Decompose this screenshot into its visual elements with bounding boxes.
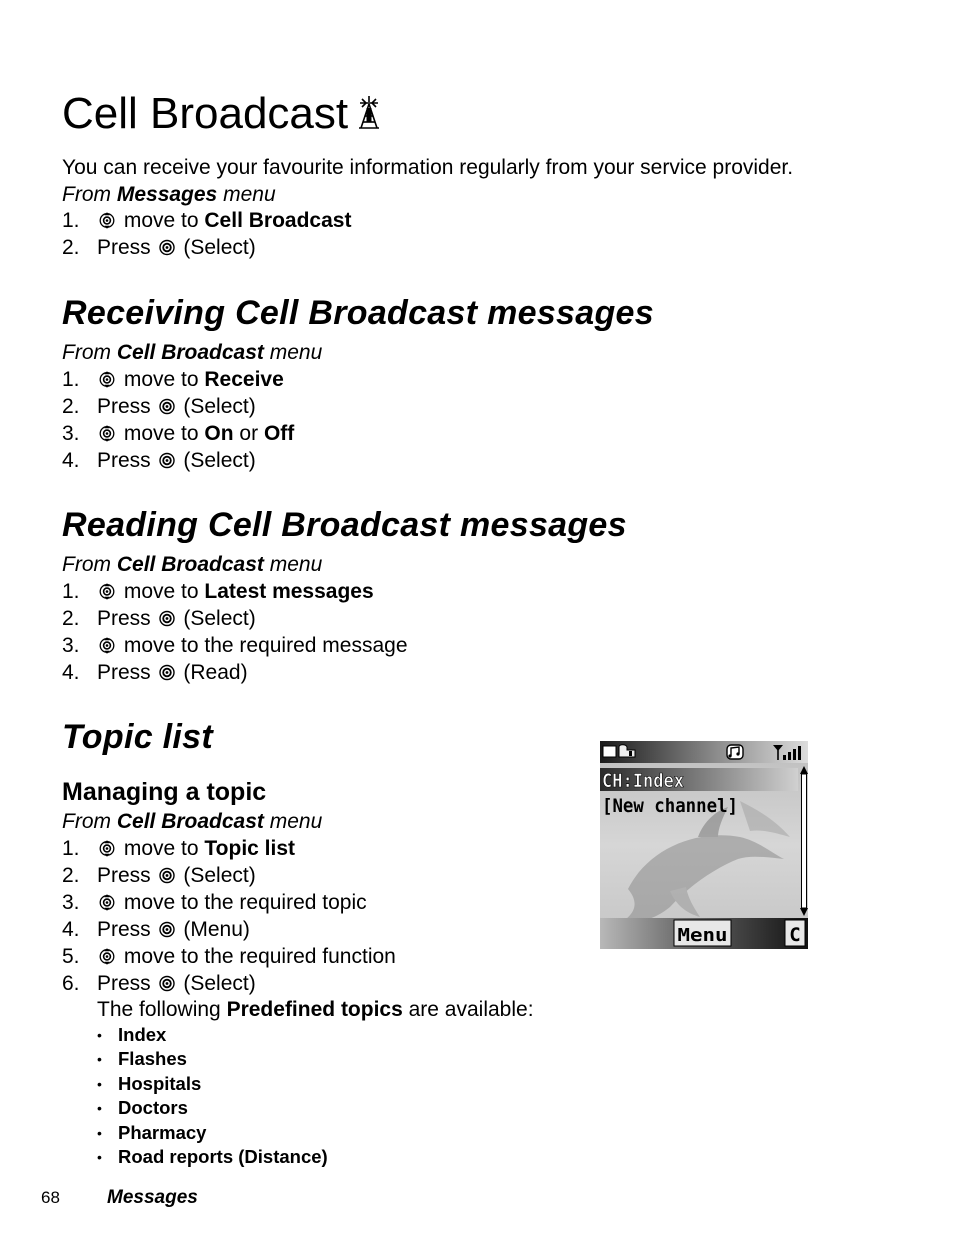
receiving-steps [62, 366, 294, 474]
topic-list-heading: Topic list [62, 718, 213, 756]
scrollbar[interactable] [800, 766, 808, 916]
select-key-icon [159, 239, 175, 256]
topic-item: • Flashes [97, 1048, 187, 1070]
menu-softkey-label: Menu [677, 925, 728, 946]
clear-softkey[interactable] [785, 920, 805, 946]
intro-steps [62, 207, 351, 261]
step-item: 1. move to Latest messages [62, 580, 374, 603]
step-item: 2. Press (Select) [62, 236, 256, 259]
bullet-icon: • [97, 1148, 102, 1165]
clear-softkey-label: C [789, 924, 801, 946]
bullet-icon: • [97, 1075, 102, 1092]
nav-key-icon [99, 583, 115, 600]
step-item: 2. Press (Select) [62, 607, 256, 630]
topic-item: • Hospitals [97, 1072, 202, 1094]
select-key-icon [159, 867, 175, 884]
menu-softkey[interactable] [674, 920, 731, 946]
select-key-icon [159, 610, 175, 627]
page-number: 68 [41, 1188, 60, 1207]
from-cell-broadcast-menu: From Cell Broadcast menu [62, 341, 323, 364]
select-key-icon [159, 398, 175, 415]
antenna-icon [356, 88, 382, 144]
from-cell-broadcast-menu: From Cell Broadcast menu [62, 553, 323, 576]
step-item: 4. Press (Read) [62, 661, 248, 684]
page-title-text: Cell Broadcast [62, 89, 349, 138]
topic-list-steps [62, 835, 396, 997]
topic-item: • Index [97, 1024, 167, 1045]
step-item: 1. move to Cell Broadcast [62, 209, 352, 232]
from-cell-broadcast-menu: From Cell Broadcast menu [62, 810, 323, 833]
reading-steps [62, 578, 408, 686]
step-item: 4. Press (Menu) [62, 918, 250, 941]
footer-section-label: Messages [107, 1187, 198, 1208]
nav-key-icon [99, 425, 115, 442]
predefined-topics-intro: The following Predefined topics are available: [97, 998, 534, 1021]
music-icon [727, 745, 743, 759]
step-item: 3. move to the required message [62, 634, 408, 657]
phone-screen-screenshot [600, 741, 808, 949]
step-item: 2. Press (Select) [62, 864, 256, 887]
nav-key-icon [99, 894, 115, 911]
bullet-icon: • [97, 1051, 102, 1068]
nav-key-icon [99, 948, 115, 965]
nav-key-icon [99, 840, 115, 857]
step-item: 1. move to Receive [62, 368, 284, 391]
predefined-topics-list [97, 1023, 328, 1169]
intro-text: You can receive your favourite information regularly from your service provider. [62, 156, 794, 179]
bullet-icon: • [97, 1100, 102, 1117]
bullet-icon: • [97, 1027, 102, 1043]
topic-item: • Doctors [97, 1097, 188, 1119]
step-item: 3. move to the required topic [62, 891, 367, 914]
page-title [62, 86, 382, 144]
select-key-icon [159, 452, 175, 469]
bullet-icon: • [97, 1124, 102, 1141]
select-key-icon [159, 975, 175, 992]
nav-key-icon [99, 637, 115, 654]
topic-item: • Road reports (Distance) [97, 1145, 328, 1167]
step-item: 6. Press (Select) [62, 972, 256, 995]
new-channel-item[interactable]: [New channel] [602, 795, 738, 817]
managing-topic-heading: Managing a topic [62, 778, 267, 806]
step-item: 3. move to On or Off [62, 422, 295, 445]
nav-key-icon [99, 371, 115, 388]
step-item: 4. Press (Select) [62, 449, 256, 472]
topic-item: • Pharmacy [97, 1121, 207, 1143]
nav-key-icon [99, 212, 115, 229]
screen-title: CH:Index [602, 770, 684, 792]
step-item: 2. Press (Select) [62, 395, 256, 418]
reading-heading: Reading Cell Broadcast messages [62, 506, 627, 544]
step-item: 1. move to Topic list [62, 837, 296, 860]
select-key-icon [159, 921, 175, 938]
receiving-heading: Receiving Cell Broadcast messages [62, 294, 654, 332]
step-item: 5. move to the required function [62, 945, 396, 968]
select-key-icon [159, 664, 175, 681]
from-messages-menu: From Messages menu [62, 183, 276, 206]
